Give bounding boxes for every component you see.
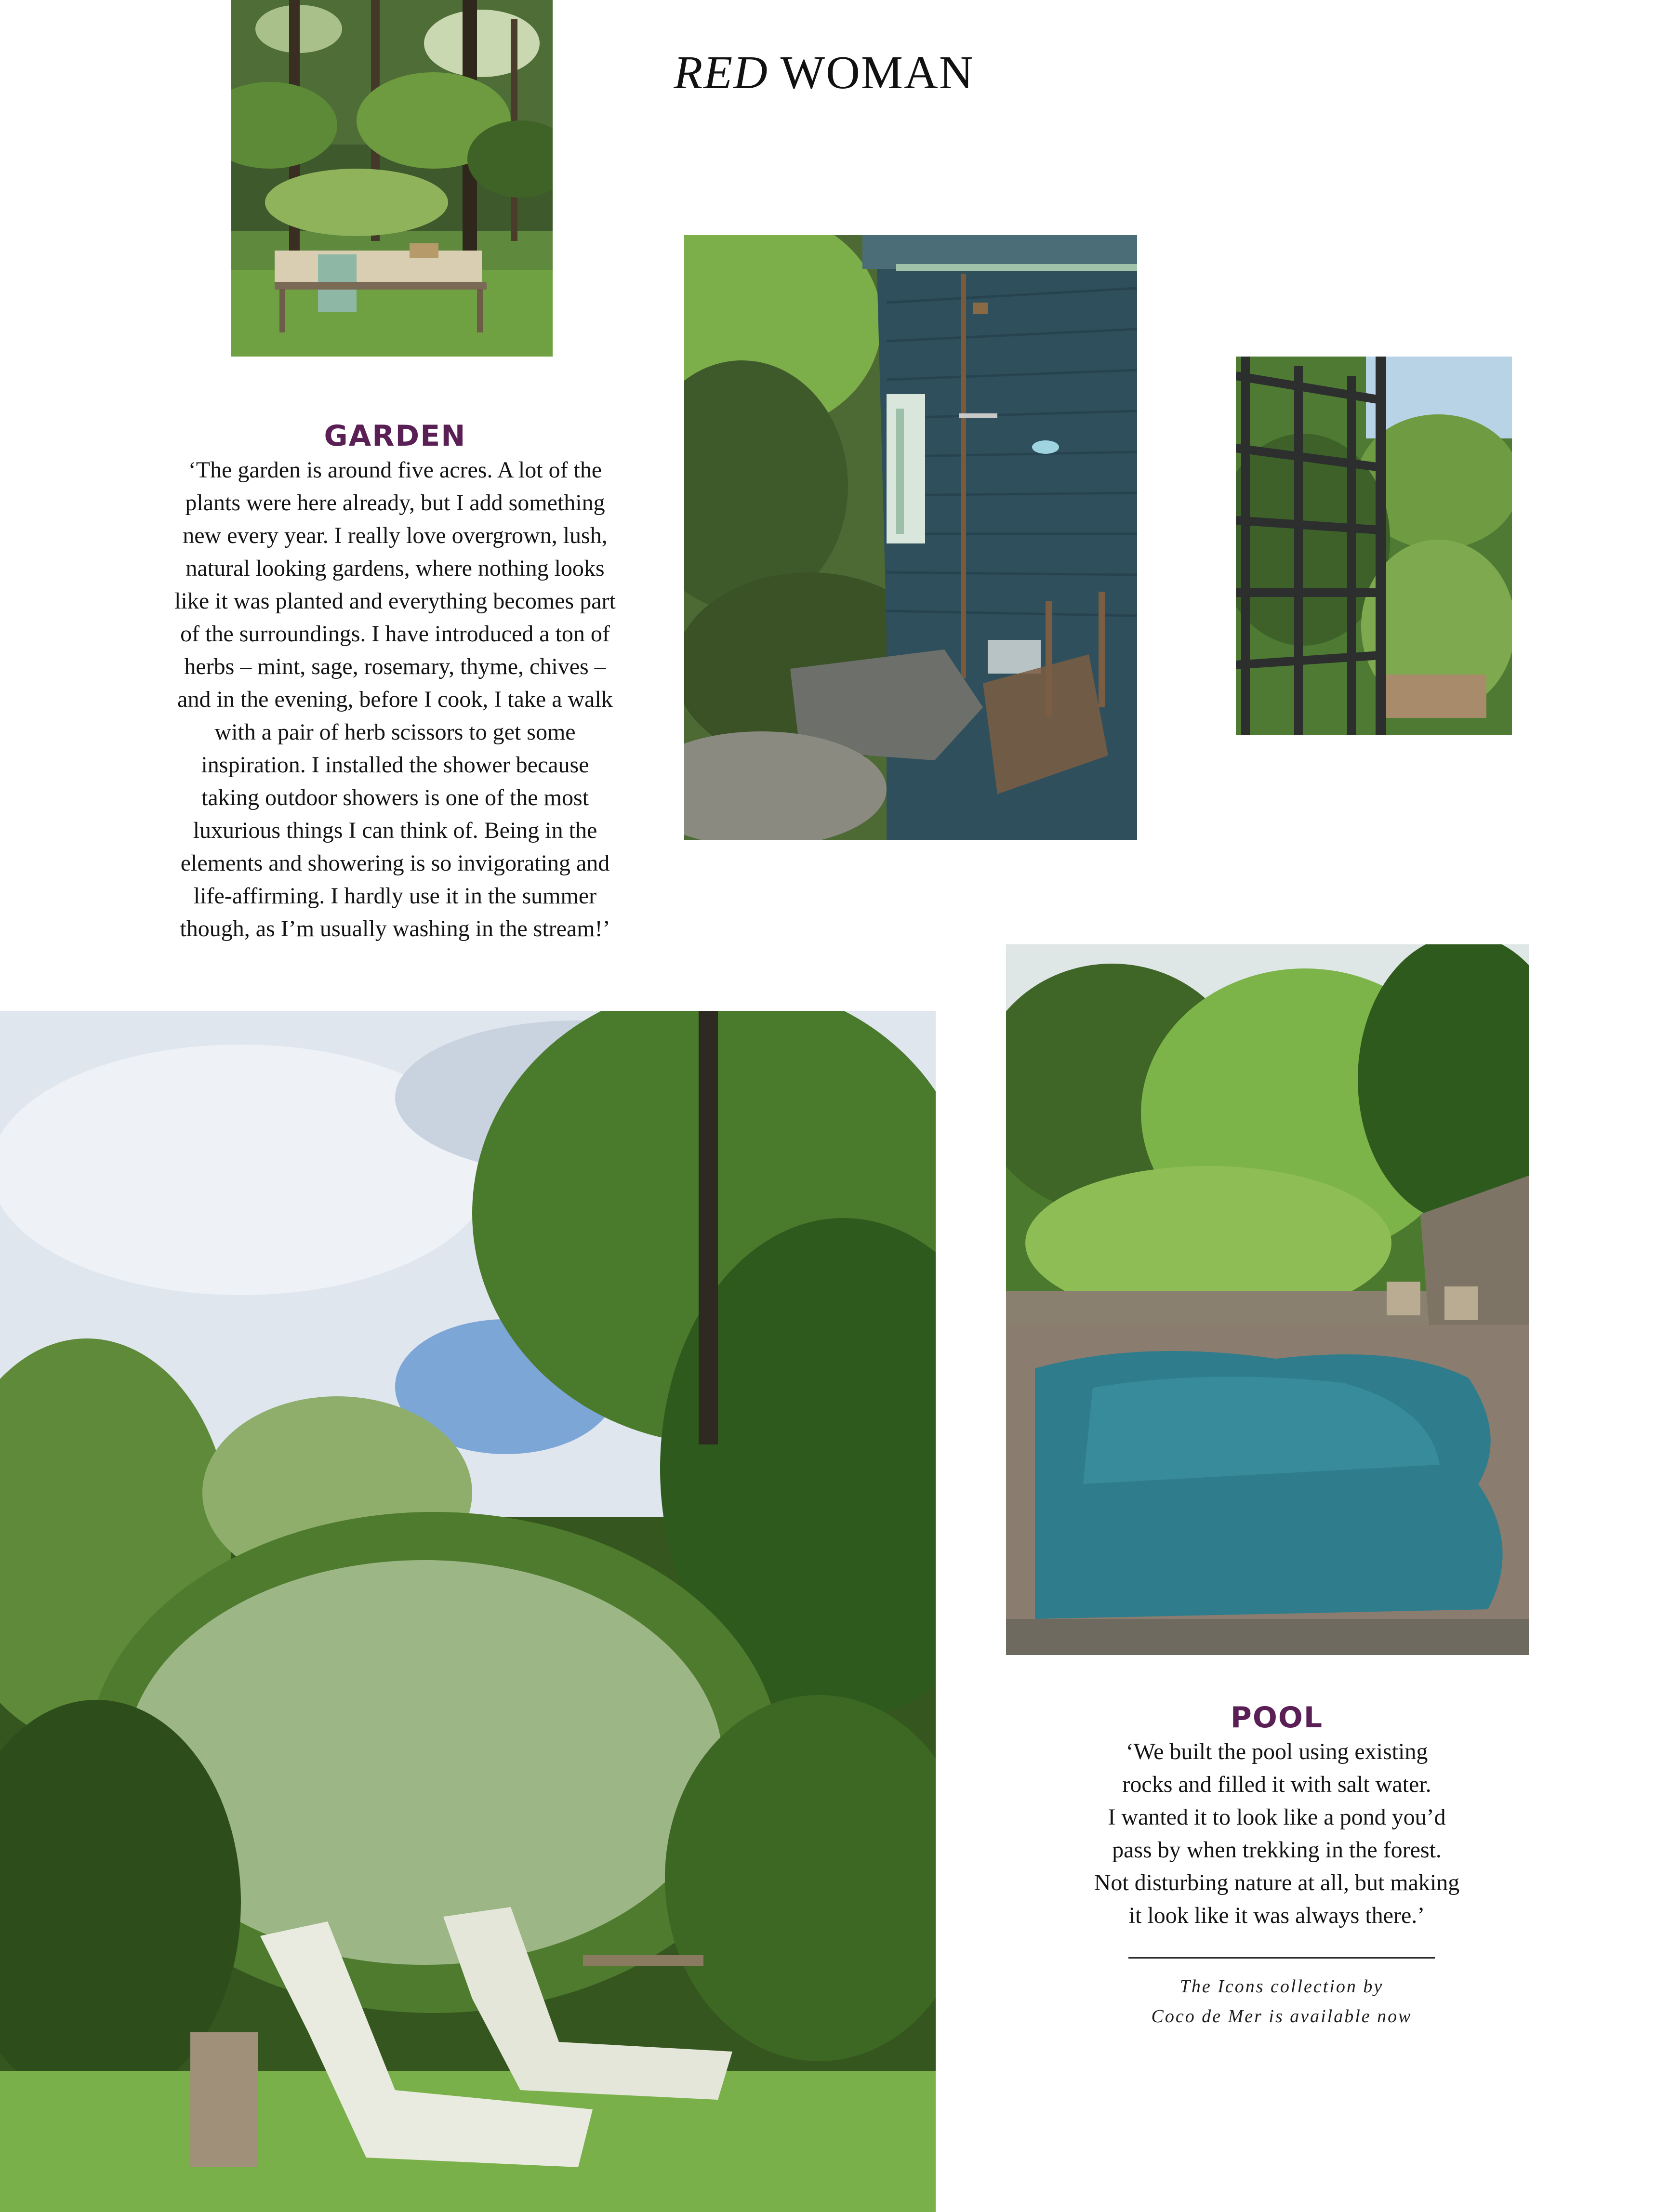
pool-line: pass by when trekking in the forest. xyxy=(1112,1837,1442,1863)
collection-credit xyxy=(1060,1972,1503,2031)
masthead-woman: WOMAN xyxy=(780,47,974,99)
photo-daybed-in-woods xyxy=(231,0,553,357)
pool-heading: POOL xyxy=(1230,1701,1324,1735)
garden-heading: GARDEN xyxy=(324,419,466,453)
photo-garden-loungers xyxy=(0,1011,936,2212)
garden-body xyxy=(130,454,660,945)
garden-line: inspiration. I installed the shower because xyxy=(201,752,589,778)
masthead xyxy=(626,46,1021,100)
garden-line: ‘The garden is around five acres. A lot of the xyxy=(188,457,602,483)
garden-line: herbs – mint, sage, rosemary, thyme, chives – xyxy=(184,654,606,679)
masthead-red: RED xyxy=(674,47,768,99)
garden-line: plants were here already, but I add something xyxy=(185,490,605,516)
pool-body xyxy=(1036,1735,1518,1932)
credit-divider xyxy=(1128,1957,1435,1959)
garden-line: of the surroundings. I have introduced a ton of xyxy=(180,621,610,647)
photo-window-reflection xyxy=(1236,357,1512,735)
garden-line: with a pair of herb scissors to get some xyxy=(214,719,576,745)
garden-line: new every year. I really love overgrown, lush, xyxy=(183,523,608,548)
garden-line: life-affirming. I hardly use it in the summer xyxy=(193,883,597,909)
photo-stone-pool xyxy=(1006,944,1529,1655)
pool-line: Not disturbing nature at all, but making xyxy=(1094,1870,1460,1895)
garden-line: natural looking gardens, where nothing looks xyxy=(185,556,605,581)
garden-line: though, as I’m usually washing in the stream!’ xyxy=(180,916,610,941)
pool-line: ‘We built the pool using existing xyxy=(1126,1739,1428,1764)
garden-line: luxurious things I can think of. Being in the xyxy=(193,818,597,843)
garden-line: elements and showering is so invigorating and xyxy=(180,850,610,876)
pool-line: it look like it was always there.’ xyxy=(1128,1903,1425,1928)
pool-line: rocks and filled it with salt water. xyxy=(1122,1772,1431,1797)
credit-line: The Icons collection by xyxy=(1179,1976,1384,1997)
credit-line: Coco de Mer is available now xyxy=(1151,2006,1412,2027)
garden-line: like it was planted and everything becomes part xyxy=(174,588,616,614)
garden-line: and in the evening, before I cook, I take a walk xyxy=(177,687,613,712)
pool-line: I wanted it to look like a pond you’d xyxy=(1108,1804,1446,1830)
garden-line: taking outdoor showers is one of the most xyxy=(201,785,589,810)
photo-outdoor-shower xyxy=(684,235,1137,840)
